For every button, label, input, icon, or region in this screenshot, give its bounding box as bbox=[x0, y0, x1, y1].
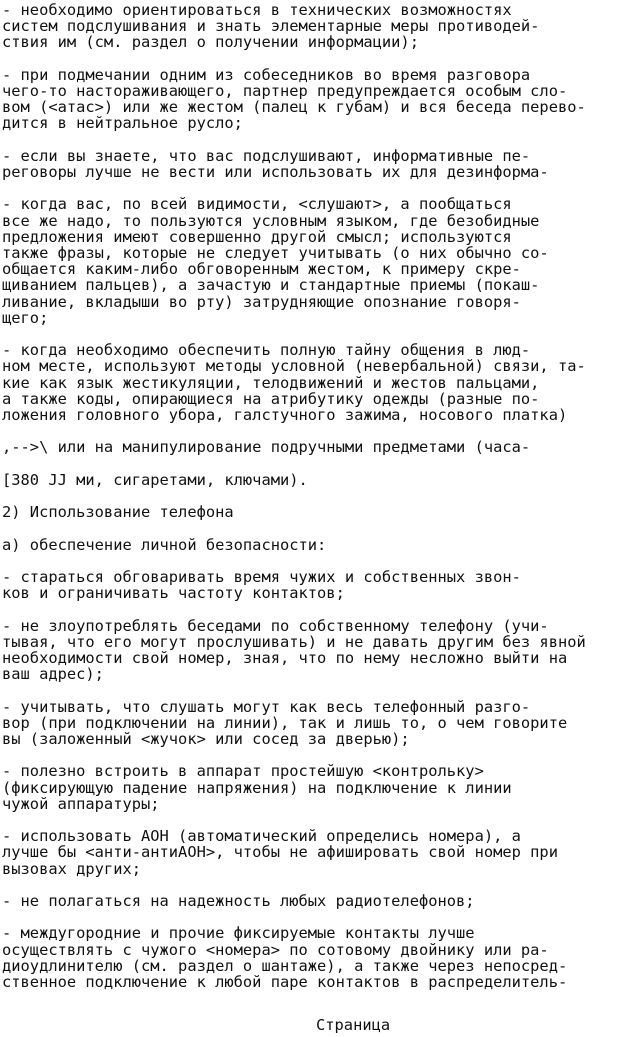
text-line: чего-то настораживающего, партнер предупреждается особым сло- bbox=[2, 82, 568, 100]
text-line: ложения головного убора, галстучного зажима, носового платка) bbox=[2, 406, 568, 425]
text-line: - не полагаться на надежность любых радиотелефонов; bbox=[2, 891, 475, 910]
text-line: вом (<атас>) или же жестом (палец к губам) и вся беседа перево- bbox=[2, 98, 586, 117]
text-line: также фразы, которые не следует учитывать (о них обычно со- bbox=[2, 244, 549, 262]
text-line: щего; bbox=[2, 308, 49, 327]
paragraph bbox=[2, 196, 620, 326]
text-line: - не злоупотреблять беседами по собственному телефону (учи- bbox=[2, 616, 549, 635]
page-footer: Страница bbox=[316, 1016, 391, 1034]
text-line: все же надо, то пользуются условным языком, где безобидные bbox=[2, 211, 540, 230]
text-line: (фиксирующую падение напряжения) на подключение к линии bbox=[2, 778, 512, 797]
text-line: общается каким-либо обговоренным жестом, к примеру скре- bbox=[2, 260, 521, 279]
text-line: вы (заложенный <жучок> или сосед за дверью); bbox=[2, 729, 410, 748]
document-text-body bbox=[2, 2, 620, 990]
paragraph bbox=[2, 618, 620, 683]
text-line: - если вы знаете, что вас подслушивают, информативные пе- bbox=[2, 146, 531, 165]
paragraph bbox=[2, 439, 620, 455]
text-line: тывая, что его могут прослушивать) и не давать другим без явной bbox=[2, 632, 586, 651]
text-line: ливание, вкладыши во рту) затрудняющие опознание говоря- bbox=[2, 292, 521, 311]
text-line: ствия им (см. раздел о получении информации); bbox=[2, 33, 419, 52]
text-line: реговоры лучше не вести или использовать их для дезинформа- bbox=[2, 163, 549, 181]
paragraph bbox=[2, 925, 620, 990]
paragraph bbox=[2, 67, 620, 132]
text-line: осуществлять с чужого <номера> по сотовому двойнику или ра- bbox=[2, 940, 549, 959]
text-line: - полезно встроить в аппарат простейшую <контрольку> bbox=[2, 762, 484, 781]
text-line: дится в нейтральное русло; bbox=[2, 114, 243, 133]
text-line: щиванием пальцев), а зачастую и стандартные приемы (покаш- bbox=[2, 276, 540, 295]
text-line: - использовать АОН (автоматический определись номера), а bbox=[2, 827, 521, 846]
text-line: вор (при подключении на линии), так и лишь то, о чем говорите bbox=[2, 713, 568, 732]
text-line: 2) Использование телефона bbox=[2, 503, 234, 522]
text-line: вызовах других; bbox=[2, 859, 141, 878]
text-line: - когда вас, по всей видимости, <слушают>, а пообщаться bbox=[2, 195, 512, 214]
paragraph bbox=[2, 828, 620, 877]
text-line: [380 JJ ми, сигаретами, ключами). bbox=[2, 470, 308, 489]
paragraph bbox=[2, 148, 620, 180]
paragraph bbox=[2, 472, 620, 488]
text-line: - необходимо ориентироваться в технических возможностях bbox=[2, 1, 512, 19]
text-line: чужой аппаратуры; bbox=[2, 794, 160, 813]
paragraph bbox=[2, 763, 620, 812]
text-line: - учитывать, что слушать могут как весь телефонный разго- bbox=[2, 697, 531, 716]
text-line: а также коды, опирающиеся на атрибутику одежды (разные по- bbox=[2, 389, 540, 408]
text-line: - при подмечании одним из собеседников во время разговора bbox=[2, 65, 531, 84]
text-line: предложения имеют совершенно другой смысл; используются bbox=[2, 227, 512, 246]
text-line: ном месте, используют методы условной (невербальной) связи, та- bbox=[2, 357, 586, 376]
paragraph bbox=[2, 699, 620, 748]
text-line: ваш адрес); bbox=[2, 665, 104, 684]
text-line: а) обеспечение личной безопасности: bbox=[2, 535, 327, 554]
text-line: кие как язык жестикуляции, телодвижений и жестов пальцами, bbox=[2, 373, 540, 392]
text-line: - междугородние и прочие фиксируемые контакты лучше bbox=[2, 924, 475, 943]
paragraph bbox=[2, 2, 620, 51]
text-line: лучше бы <анти-антиАОН>, чтобы не афишировать свой номер при bbox=[2, 843, 558, 862]
text-line: - когда необходимо обеспечить полную тайну общения в люд- bbox=[2, 341, 531, 360]
paragraph bbox=[2, 342, 620, 423]
text-line: - стараться обговаривать время чужих и собственных звон- bbox=[2, 567, 521, 586]
paragraph bbox=[2, 504, 620, 520]
text-line: ков и ограничивать частоту контактов; bbox=[2, 584, 345, 603]
paragraph bbox=[2, 537, 620, 553]
text-line: необходимости свой номер, зная, что по нему несложно выйти на bbox=[2, 648, 568, 667]
text-line: ,-->\ или на манипулирование подручными предметами (часа- bbox=[2, 438, 531, 457]
paragraph bbox=[2, 893, 620, 909]
text-line: систем подслушивания и знать элементарные меры противодей- bbox=[2, 17, 540, 36]
text-line: ственное подключение к любой паре контактов в распределитель- bbox=[2, 972, 568, 991]
text-line: диоудлинителю (см. раздел о шантаже), а также через непосред- bbox=[2, 956, 568, 975]
paragraph bbox=[2, 569, 620, 601]
